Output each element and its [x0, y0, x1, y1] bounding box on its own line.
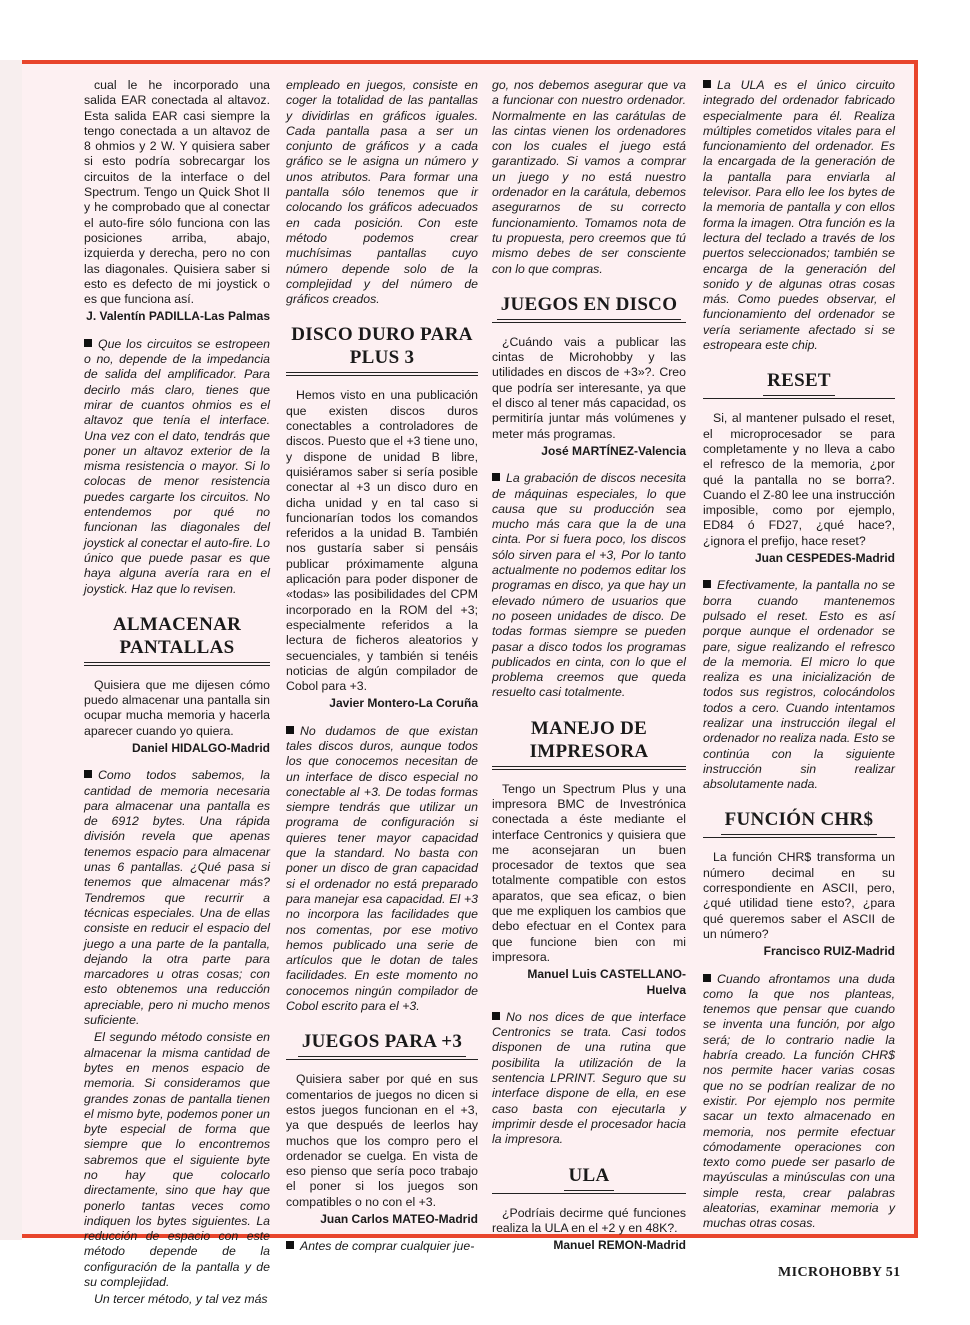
- reply-bullet-icon: [286, 1241, 294, 1249]
- reader-letter: ¿Podríais decirme qué funciones realiza la ULA en el +2 y en 48K?.: [492, 1205, 686, 1235]
- section-heading-text: DISCO DURO PARA PLUS 3: [286, 323, 478, 373]
- editor-reply: [286, 1239, 478, 1254]
- reply-text: Cuando afrontamos una duda como la que nos planteas, tenemos que pensar que cuando se inventa una función, por algo será; de lo contrario nadie la habría creado. La función CHR$ nos permite hacer varias cosas que no se podrían realizar de no existir. Por ejemplo nos permite sacar un texto almacenado en memoria, nos permite efectuar cómodamente operaciones con texto como puede ser pasarlo de mayúsculas a minúsculas con una simple resta, crear palabras aleatorias, examinar memoria y muchas otras cosas.: [703, 971, 895, 1231]
- reply-bullet-icon: [703, 974, 711, 982]
- section-heading: [286, 1030, 478, 1060]
- reply-bullet-icon: [286, 726, 294, 734]
- section-heading: [703, 369, 895, 399]
- heading-rule: [703, 837, 895, 838]
- left-margin-strip: [0, 60, 22, 1240]
- reader-letter: La función CHR$ transforma un número decimal en su correspondiente en ASCII, pero, ¿qué utilidad tiene esto?, ¿para qué queremos saber el ASCII de un número?: [703, 850, 895, 941]
- reply-text: La ULA es el único circuito integrado del ordenador fabricado especialmente para él. Realiza múltiples cometidos vitales para el funcionamiento del ordenador. Es la encargada de la generación de la pantalla para enviarla al televisor. Para ello lee los bytes de la memoria de pantalla y con ellos forma la imagen. Otra función es la lectura del teclado a través de los puertos seleccionados; también se encarga de la generación del sonido y de algunas otras cosas más. Como puedes observar, el funcionamiento del ordenador se vería seriamente afectado si se estropeara este chip.: [703, 78, 895, 353]
- column-1: [84, 78, 270, 1310]
- heading-rule: [286, 375, 478, 376]
- reply-bullet-icon: [492, 1012, 500, 1020]
- editor-reply: [84, 337, 270, 597]
- reader-letter: Hemos visto en una publicación que existen discos duros conectables a controladores de discos. Puesto que el +3 tiene uno, y dispone de unidad B libre, quisiéramos saber si sería posible conectar al +3 un disco duro en dicha unidad y en tal caso si funcionarían todos los comandos referidos a la unidad B. También nos gustaría saber si pensáis publicar próximamente alguna aplicación para poder disponer de «todas» las posibilidades del CPM incorporado en la ROM del +3; especialmente referidos a la lectura de ficheros aleatorios y secuenciales, y también si tenéis noticias de algún compilador de Cobol para +3.: [286, 388, 478, 694]
- page-footer: MICROHOBBY 51: [778, 1265, 901, 1280]
- heading-rule: [492, 322, 686, 323]
- section-heading: [84, 613, 270, 666]
- heading-rule: [703, 398, 895, 399]
- editor-reply: [703, 78, 895, 353]
- heading-rule: [492, 1193, 686, 1194]
- section-heading: [492, 293, 686, 323]
- reader-letter: cual le he incorporado una salida EAR conectada al altavoz. Esta salida EAR casi siempre la tengo conectada a un altavoz de 8 ohmios y 2 W. Y quisiera saber si esto podría sobrecargar los circuitos de la interface o del Spectrum. Tengo un Quick Shot II y he comprobado que al conectar el auto-fire sólo funciona con las posiciones arriba, abajo, izquierda y derecha, pero no con las diagonales. Quisiera saber si esto es defecto de mi joystick o es que funciona así.: [84, 78, 270, 307]
- editor-reply: [492, 1010, 686, 1148]
- editor-reply: [703, 972, 895, 1232]
- reply-text: Como todos sabemos, la cantidad de memoria necesaria para almacenar una pantalla es de 6912 bytes. Una rápida división revela que apenas tenemos espacio para almacenar unas 6 pantallas. ¿Qué pasa si tenemos que almacenar más? Tendremos que recurrir a técnicas especiales. Una de ellas consiste en reducir el espacio del juego a una parte de la pantalla, dejando la otra parte para marcadores u otras cosas; con esto obtenemos una reducción apreciable, pero ni mucho menos suficiente.: [84, 768, 270, 1028]
- section-heading: [492, 717, 686, 770]
- section-heading-text: FUNCIÓN CHR$: [721, 808, 878, 835]
- reader-letter: Quisiera saber por qué en sus comentarios de juegos no dicen si estos juegos funcionan en el +3, ya que después de leerlos hay muchos que los compro pero el ordenador se cuelga. En vista de eso pienso que sería poco trabajo el poner si los juegos son compatibles o no con el +3.: [286, 1072, 478, 1209]
- reply-text: No nos dices de que interface Centronics se trata. Casi todos disponen de una rutina que posibilita la utilización de la sentencia LPRINT. Seguro que su interface dispone de ella, en ese caso basta con ejecutarla y imprimir desde el procesador hacia la impresora.: [492, 1009, 686, 1147]
- letter-signature: J. Valentín PADILLA-Las Palmas: [86, 309, 270, 324]
- reply-bullet-icon: [703, 80, 711, 88]
- letter-signature: Daniel HIDALGO-Madrid: [131, 740, 270, 755]
- reply-text: La grabación de discos necesita de máquinas especiales, lo que causa que su producción sea mucho más cara que la de una cinta. Por si fuera poco, los discos sólo sirven para el +3, Por lo tanto actualmente no podemos editar los programas en disco, ya que hay un elevado número de usuarios que no poseen unidades de disco. De todas formas siempre se pueden pasar a disco todos los programas publicados en cinta, con lo que el problema creemos que queda resuelto casi totalmente.: [492, 471, 686, 700]
- editor-reply: [703, 578, 895, 792]
- reader-letter: Quisiera que me dijesen cómo puedo almacenar una pantalla sin ocupar mucha memoria y hacerla aparecer cuando yo quiera.: [84, 677, 270, 738]
- section-heading: [703, 808, 895, 838]
- reply-bullet-icon: [84, 339, 92, 347]
- section-heading-text: RESET: [763, 369, 835, 396]
- editor-reply-continued: go, nos debemos asegurar que va a funcionar con nuestro ordenador. Normalmente en las carátulas de las cintas vienen los ordenadores con los cuales el juego está garantizado. Si vamos a comprar un juego y no está nuestro ordenador en la carátula, debemos asegurarnos de su correcto funcionamiento. Tomamos nota de tu propuesta, pero creemos que tú mismo debes de ser consciente con lo que compras.: [492, 78, 686, 276]
- section-heading: [286, 323, 478, 376]
- section-heading-text: JUEGOS PARA +3: [298, 1030, 466, 1057]
- letter-signature: Javier Montero-La Coruña: [329, 696, 478, 711]
- editor-reply-paragraph: Un tercer método, y tal vez más: [94, 1292, 268, 1307]
- reply-bullet-icon: [703, 580, 711, 588]
- section-heading-text: JUEGOS EN DISCO: [497, 293, 682, 320]
- letter-signature: Manuel REMON-Madrid: [553, 1238, 686, 1253]
- reader-letter: ¿Cuándo vais a publicar las cintas de Microhobby y las utilidades en discos de +3»?. Creo que podría ser interesante, ya que el disco al tener más capacidad, os permitiría juntar más volúmenes y meter más programas.: [492, 334, 686, 441]
- letter-signature: Manuel Luis CASTELLANO-Huelva: [527, 967, 686, 997]
- letter-signature: Juan CESPEDES-Madrid: [754, 551, 895, 566]
- heading-rule: [492, 769, 686, 770]
- section-heading: [492, 1164, 686, 1194]
- reply-bullet-icon: [492, 473, 500, 481]
- reader-letter: Tengo un Spectrum Plus y una impresora BMC de Investrónica conectada a éste mediante el interface Centronics y quisiera que me aconsejaran un buen procesador de textos que sea totalmente compatible con estos aparatos, que sea eficaz, o bien que me expliquen los cambios que debo efectuar en el Contex para que funcione bien con mi impresora.: [492, 781, 686, 964]
- column-4: [703, 78, 895, 1234]
- heading-rule: [84, 665, 270, 666]
- column-3: [492, 78, 686, 1265]
- reply-text: No dudamos de que existan tales discos duros, aunque todos los que conocemos necesitan de un interface de disco especial no conectable al +3. De todas formas siempre tendrás que utilizar un programa de configuración si quieres tener mayor capacidad que la standard. No basta con poner un disco de gran capacidad si el ordenador no está preparado para manejar esa capacidad. El +3 no incorpora las facilidades que nos comentas, por ese motivo hemos publicado una serie de artículos que le dotan de tales facilidades. En este momento no conocemos ningún compilador de Cobol escrito para el +3.: [286, 723, 478, 1014]
- letter-signature: Juan Carlos MATEO-Madrid: [320, 1212, 478, 1226]
- letter-signature: Francisco RUIZ-Madrid: [763, 944, 895, 959]
- reader-letter: Si, al mantener pulsado el reset, el microprocesador se para completamente y no lleva a cabo el refresco de la memoria, ¿por qué la pantalla no se borra?. Cuando el Z-80 lee una instrucción imposible, como por ejemplo, ED84 ó FD27, ¿qué hace?, ¿ignora el prefijo, hace reset?: [703, 411, 895, 548]
- editor-reply-continued: empleado en juegos, consiste en coger la totalidad de las pantallas y dividirlas en gráficos iguales. Cada pantalla pasa a ser un conjunto de gráficos y a cada gráfico se le asigna un número y unos atributos. Para formar una pantalla sólo tenemos que ir colocando los gráficos adecuados en cada posición. Con este método podemos crear muchísimas pantallas cuyo número depende solo de la complejidad y del número de gráficos creados.: [286, 78, 478, 307]
- editor-reply-paragraph: El segundo método consiste en almacenar la misma cantidad de bytes en menos espacio de memoria. Si consideramos que grandes zonas de pantalla tienen el mismo byte, podemos poner un byte especial de forma que siempre que lo encontremos sabremos que el siguiente byte no hay que colocarlo directamente, sino que hay que ponerlo tantas veces como indiquen los bytes siguientes. La reducción de espacio con este método depende de la configuración de la pantalla y de su complejidad.: [84, 1030, 270, 1290]
- letter-signature: José MARTÍNEZ-Valencia: [541, 443, 686, 458]
- editor-reply: [286, 724, 478, 1015]
- editor-reply: [84, 768, 270, 1028]
- reply-text: Antes de comprar cualquier jue-: [300, 1239, 475, 1254]
- section-heading-text: ULA: [564, 1164, 613, 1191]
- column-2: [286, 78, 478, 1257]
- heading-rule: [286, 1059, 478, 1060]
- section-heading-text: ALMACENAR PANTALLAS: [84, 613, 270, 663]
- reply-bullet-icon: [84, 770, 92, 778]
- reply-text: Que los circuitos se estropeen o no, depende de la impedancia de salida del amplificador. Para decirlo más claro, tienes que mirar de cuantos ohmios es el altavoz que tenía el interface. Una vez con el dato, tendrás que poner un altavoz exterior de la misma resistencia o mayor. Si lo colocas de menor resistencia puedes cargarte los circuitos. No entendemos por qué no funcionan las diagonales del joystick al conectar el auto-fire. Lo único que puede pasar es que haya alguna avería rara en el joystick. Haz que lo revisen.: [84, 336, 270, 596]
- editor-reply: [492, 471, 686, 700]
- reply-text: Efectivamente, la pantalla no se borra cuando mantenemos pulsado el reset. Esto es así porque aunque el ordenador se pare, sigue realizando el refresco de la memoria. El micro lo que realiza es una inicialización de todos sus registros, colocándolos todos a cero. Cuando intentamos realizar una instrucción ilegal el ordenador no realiza nada. Esto se continúa con la siguiente instrucción sin realizar absolutamente nada.: [703, 578, 895, 792]
- section-heading-text: MANEJO DE IMPRESORA: [492, 717, 686, 767]
